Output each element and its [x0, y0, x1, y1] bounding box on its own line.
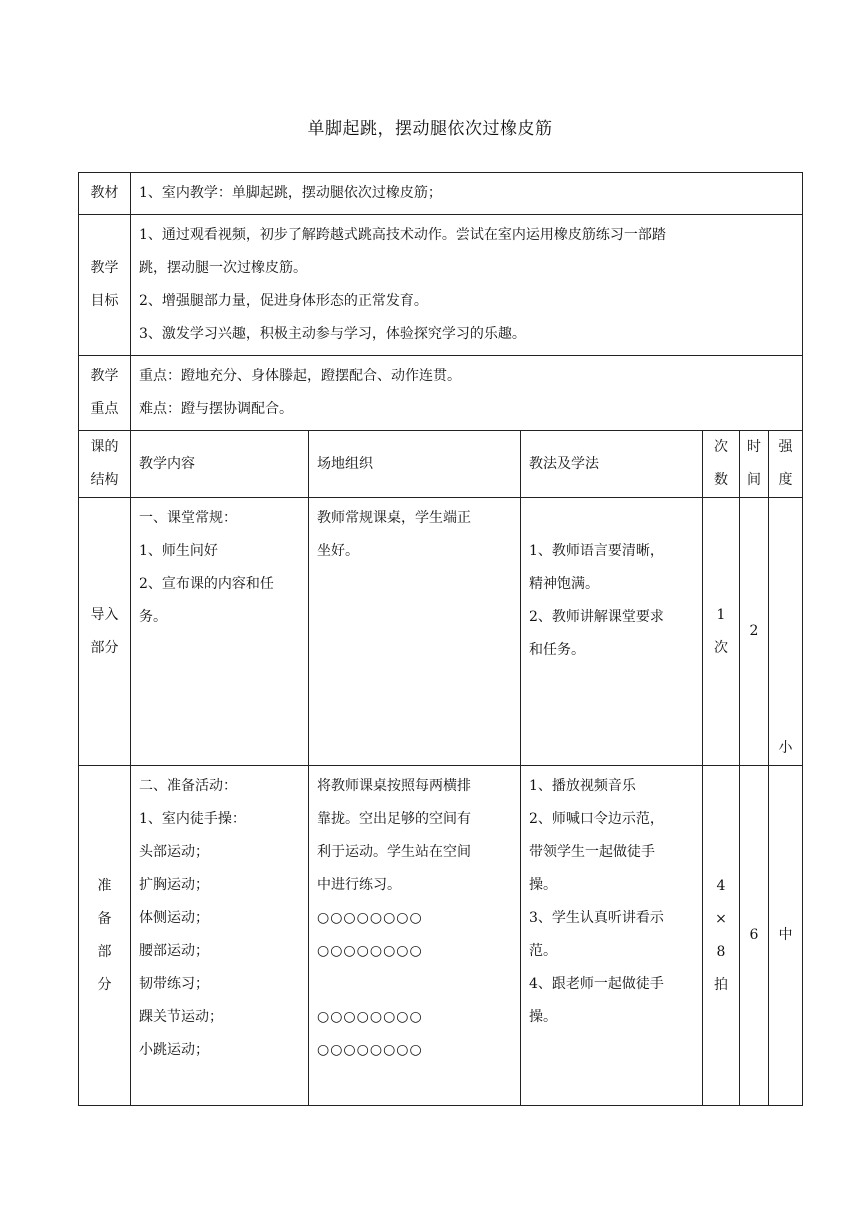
prep-method-line: 3、学生认真听讲看示: [529, 910, 664, 926]
objectives-label: [79, 215, 131, 356]
prep-method-line: 1、播放视频音乐: [529, 778, 636, 794]
material-label: 教材: [79, 173, 131, 215]
prep-count-char: 8: [716, 943, 726, 960]
prep-label-char: 准: [97, 877, 112, 894]
intro-content-line: 一、课堂常规：: [139, 510, 237, 526]
header-time-1: 时: [747, 439, 761, 455]
prep-content-line: 踝关节运动；: [139, 1009, 223, 1025]
prep-site-line: 利于运动。学生站在空间: [317, 844, 471, 860]
intro-content-line: 1、师生问好: [139, 543, 218, 559]
objective-line: 跳，摆动腿一次过橡皮筋。: [139, 260, 307, 276]
objective-line: 1、通过观看视频，初步了解跨越式跳高技术动作。尝试在室内运用橡皮筋练习一部踏: [139, 227, 666, 243]
keypoints-label-1: 教学: [90, 368, 119, 384]
prep-label: [79, 766, 131, 1106]
header-intensity-1: 强: [778, 439, 793, 455]
intro-site-line: 教师常规课桌，学生端正: [317, 510, 471, 526]
keypoints-label-2: 重点: [90, 401, 119, 417]
prep-method-line: 操。: [529, 877, 557, 893]
objective-line: 3、激发学习兴趣，积极主动参与学习，体验探究学习的乐趣。: [139, 326, 526, 342]
prep-count: [703, 766, 740, 1106]
formation-row: ○○○○○○○○: [317, 910, 423, 926]
intro-time: 2: [740, 498, 769, 766]
intro-label: [79, 498, 131, 766]
prep-content-line: 头部运动；: [139, 844, 209, 860]
formation-row: ○○○○○○○○: [317, 1042, 423, 1058]
keypoints-row: [79, 356, 803, 431]
objectives-text: [131, 215, 803, 356]
header-method: 教法及学法: [521, 431, 703, 498]
header-intensity: [769, 431, 803, 498]
page-title: 单脚起跳，摆动腿依次过橡皮筋: [307, 119, 553, 139]
intro-content-line: 务。: [139, 609, 167, 625]
intro-intensity: 小: [769, 498, 803, 766]
keypoint-difficulty: 难点：蹬与摆协调配合。: [139, 401, 293, 417]
keypoints-label: [79, 356, 131, 431]
prep-method-line: 范。: [529, 943, 557, 959]
prep-count-char: 4: [716, 877, 726, 894]
objectives-row: [79, 215, 803, 356]
prep-content-line: 小跳运动；: [139, 1042, 209, 1058]
prep-method-line: 2、师喊口令边示范，: [529, 811, 664, 827]
prep-method-line: 操。: [529, 1009, 557, 1025]
keypoints-text: [131, 356, 803, 431]
intro-method: [521, 498, 703, 766]
intro-site: [309, 498, 521, 766]
material-row: [79, 173, 803, 215]
prep-intensity: 中: [769, 766, 803, 1106]
prep-content: [131, 766, 309, 1106]
header-time-2: 间: [747, 472, 761, 488]
intro-label-2: 部分: [90, 639, 119, 656]
formation-row: ○○○○○○○○: [317, 1009, 423, 1025]
formation-gap: [317, 968, 512, 1001]
intro-content-line: 2、宣布课的内容和任: [139, 576, 274, 592]
prep-method: [521, 766, 703, 1106]
intro-method-line: 2、教师讲解课堂要求: [529, 609, 664, 625]
objectives-label-1: 教学: [90, 260, 119, 276]
prep-count-char: ×: [715, 910, 727, 927]
intro-count-2: 次: [714, 639, 728, 656]
intro-site-line: 坐好。: [317, 543, 359, 559]
header-structure: [79, 431, 131, 498]
prep-method-line: 带领学生一起做徒手: [529, 844, 655, 860]
header-structure-1: 课的: [90, 439, 119, 455]
intro-method-line: 1、教师语言要清晰，: [529, 543, 664, 559]
intro-method-line: 和任务。: [529, 642, 585, 658]
prep-time: 6: [740, 766, 769, 1106]
header-site: 场地组织: [309, 431, 521, 498]
prep-content-line: 1、室内徒手操：: [139, 811, 246, 827]
prep-content-line: 扩胸运动；: [139, 877, 209, 893]
intro-row: [79, 498, 803, 766]
objectives-label-2: 目标: [90, 293, 119, 309]
intro-method-line: 精神饱满。: [529, 576, 599, 592]
header-structure-2: 结构: [90, 472, 119, 488]
prep-content-line: 二、准备活动：: [139, 778, 237, 794]
prep-site-line: 靠拢。空出足够的空间有: [317, 811, 471, 827]
prep-content-line: 韧带练习；: [139, 976, 209, 992]
intro-count-1: 1: [716, 606, 726, 623]
intro-content: [131, 498, 309, 766]
header-count-1: 次: [714, 439, 728, 455]
header-time: [740, 431, 769, 498]
header-content: 教学内容: [131, 431, 309, 498]
prep-content-line: 腰部运动；: [139, 943, 209, 959]
objective-line: 2、增强腿部力量，促进身体形态的正常发育。: [139, 293, 428, 309]
header-intensity-2: 度: [778, 472, 793, 488]
intro-label-1: 导入: [90, 606, 119, 623]
prep-row: [79, 766, 803, 1106]
prep-site: [309, 766, 521, 1106]
prep-label-char: 分: [97, 976, 112, 993]
prep-label-char: 部: [97, 943, 112, 960]
prep-count-char: 拍: [714, 976, 728, 993]
prep-site-line: 中进行练习。: [317, 877, 401, 893]
header-count-2: 数: [714, 472, 728, 488]
header-count: [703, 431, 740, 498]
formation-row: ○○○○○○○○: [317, 943, 423, 959]
material-text: 1、室内教学：单脚起跳，摆动腿依次过橡皮筋；: [131, 173, 803, 215]
intro-count: [703, 498, 740, 766]
lesson-plan-table: [78, 172, 803, 1106]
prep-label-char: 备: [97, 910, 112, 927]
prep-content-line: 体侧运动；: [139, 910, 209, 926]
prep-site-line: 将教师课桌按照每两横排: [317, 778, 471, 794]
keypoint-focus: 重点：蹬地充分、身体滕起，蹬摆配合、动作连贯。: [139, 368, 461, 384]
prep-method-line: 4、跟老师一起做徒手: [529, 976, 664, 992]
table-header-row: [79, 431, 803, 498]
